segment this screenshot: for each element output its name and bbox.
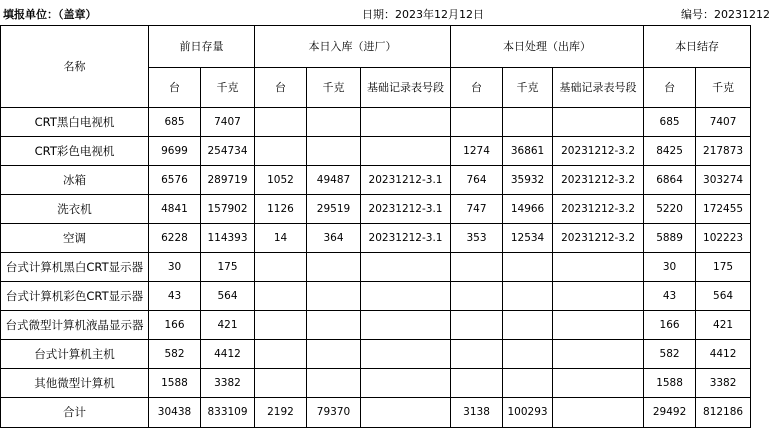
- balance-units-cell: 5220: [644, 195, 696, 224]
- out-units-cell: [451, 282, 503, 311]
- balance-kg-cell: 303274: [696, 166, 751, 195]
- out-units-header: 台: [451, 68, 503, 108]
- balance-units-cell: 8425: [644, 137, 696, 166]
- table-row: [1, 340, 751, 369]
- out-kg-cell: [503, 369, 553, 398]
- balance-kg-cell: 172455: [696, 195, 751, 224]
- item-name-cell: 合计: [1, 398, 149, 428]
- balance-units-cell: 29492: [644, 398, 696, 428]
- out-kg-cell: [503, 340, 553, 369]
- prev-kg-cell: 4412: [201, 340, 255, 369]
- balance-kg-cell: 102223: [696, 224, 751, 253]
- in-kg-cell: [307, 108, 361, 137]
- in-kg-cell: 29519: [307, 195, 361, 224]
- prev-units-cell: 4841: [149, 195, 201, 224]
- out-record-no-cell: [553, 398, 644, 428]
- out-record-no-cell: [553, 311, 644, 340]
- prev-kg-cell: 3382: [201, 369, 255, 398]
- balance-kg-cell: 564: [696, 282, 751, 311]
- in-record-no-cell: [361, 311, 451, 340]
- prev-units-cell: 582: [149, 340, 201, 369]
- balance-group-header: 本日结存: [644, 26, 751, 68]
- prev-kg-cell: 833109: [201, 398, 255, 428]
- in-record-no-cell: [361, 340, 451, 369]
- in-units-header: 台: [255, 68, 307, 108]
- balance-units-header: 台: [644, 68, 696, 108]
- report-date-label: 日期：2023年12月12日: [362, 8, 484, 21]
- prev-kg-cell: 114393: [201, 224, 255, 253]
- prev-units-cell: 1588: [149, 369, 201, 398]
- prev-kg-cell: 289719: [201, 166, 255, 195]
- prev-units-cell: 685: [149, 108, 201, 137]
- table-row: [1, 282, 751, 311]
- balance-kg-cell: 3382: [696, 369, 751, 398]
- in-kg-cell: [307, 311, 361, 340]
- out-kg-cell: 12534: [503, 224, 553, 253]
- in-kg-cell: [307, 340, 361, 369]
- balance-kg-cell: 4412: [696, 340, 751, 369]
- report-code-label: 编号：20231212: [681, 8, 770, 21]
- in-record-no-cell: [361, 253, 451, 282]
- prev-kg-cell: 7407: [201, 108, 255, 137]
- balance-units-cell: 582: [644, 340, 696, 369]
- out-kg-cell: 100293: [503, 398, 553, 428]
- reporting-unit-label: 填报单位：（盖章）: [3, 8, 97, 21]
- in-units-cell: 14: [255, 224, 307, 253]
- prev-units-cell: 9699: [149, 137, 201, 166]
- out-units-cell: 747: [451, 195, 503, 224]
- table-header-row-groups: [1, 26, 751, 68]
- in-record-no-cell: [361, 282, 451, 311]
- out-units-cell: 764: [451, 166, 503, 195]
- in-units-cell: [255, 137, 307, 166]
- balance-units-cell: 1588: [644, 369, 696, 398]
- item-name-cell: 台式计算机彩色CRT显示器: [1, 282, 149, 311]
- in-kg-cell: 49487: [307, 166, 361, 195]
- prev-kg-cell: 175: [201, 253, 255, 282]
- name-column-header: 名称: [1, 26, 149, 108]
- out-units-cell: [451, 253, 503, 282]
- prev-kg-cell: 564: [201, 282, 255, 311]
- table-row: [1, 311, 751, 340]
- processed-group-header: 本日处理（出库）: [451, 26, 644, 68]
- prev-units-cell: 43: [149, 282, 201, 311]
- prev-units-cell: 6576: [149, 166, 201, 195]
- in-kg-cell: [307, 253, 361, 282]
- out-kg-cell: 36861: [503, 137, 553, 166]
- out-units-cell: 1274: [451, 137, 503, 166]
- balance-kg-cell: 217873: [696, 137, 751, 166]
- out-kg-cell: [503, 253, 553, 282]
- out-units-cell: [451, 311, 503, 340]
- report-header-bar: [0, 0, 770, 25]
- in-kg-cell: [307, 369, 361, 398]
- item-name-cell: 冰箱: [1, 166, 149, 195]
- table-row: [1, 369, 751, 398]
- out-record-no-cell: [553, 340, 644, 369]
- balance-kg-cell: 175: [696, 253, 751, 282]
- out-record-no-cell: [553, 282, 644, 311]
- out-kg-cell: 35932: [503, 166, 553, 195]
- table-row: [1, 253, 751, 282]
- prev-kg-cell: 254734: [201, 137, 255, 166]
- balance-units-cell: 6864: [644, 166, 696, 195]
- prev-units-cell: 30: [149, 253, 201, 282]
- out-record-no-cell: [553, 369, 644, 398]
- out-record-no-cell: [553, 253, 644, 282]
- table-row: [1, 108, 751, 137]
- prev-kg-cell: 157902: [201, 195, 255, 224]
- inventory-report-table: [0, 25, 751, 428]
- balance-kg-cell: 7407: [696, 108, 751, 137]
- table-row: [1, 137, 751, 166]
- item-name-cell: 空调: [1, 224, 149, 253]
- in-record-no-cell: [361, 369, 451, 398]
- out-kg-header: 千克: [503, 68, 553, 108]
- item-name-cell: 其他微型计算机: [1, 369, 149, 398]
- balance-units-cell: 30: [644, 253, 696, 282]
- table-row: [1, 195, 751, 224]
- in-kg-cell: [307, 137, 361, 166]
- in-units-cell: [255, 340, 307, 369]
- in-record-no-cell: 20231212-3.1: [361, 166, 451, 195]
- balance-kg-cell: 421: [696, 311, 751, 340]
- balance-kg-cell: 812186: [696, 398, 751, 428]
- prev-stock-group-header: 前日存量: [149, 26, 255, 68]
- item-name-cell: 洗衣机: [1, 195, 149, 224]
- total-row: [1, 398, 751, 428]
- prev-units-header: 台: [149, 68, 201, 108]
- out-record-no-cell: 20231212-3.2: [553, 195, 644, 224]
- in-units-cell: [255, 282, 307, 311]
- table-row: [1, 224, 751, 253]
- in-units-cell: 2192: [255, 398, 307, 428]
- balance-units-cell: 5889: [644, 224, 696, 253]
- out-kg-cell: [503, 108, 553, 137]
- out-record-no-cell: 20231212-3.2: [553, 224, 644, 253]
- prev-kg-header: 千克: [201, 68, 255, 108]
- out-kg-cell: [503, 282, 553, 311]
- in-kg-cell: 364: [307, 224, 361, 253]
- in-units-cell: [255, 108, 307, 137]
- prev-units-cell: 6228: [149, 224, 201, 253]
- in-units-cell: [255, 311, 307, 340]
- in-kg-cell: 79370: [307, 398, 361, 428]
- in-record-no-cell: 20231212-3.1: [361, 195, 451, 224]
- in-record-no-header: 基础记录表号段: [361, 68, 451, 108]
- balance-units-cell: 685: [644, 108, 696, 137]
- prev-kg-cell: 421: [201, 311, 255, 340]
- prev-units-cell: 166: [149, 311, 201, 340]
- in-record-no-cell: 20231212-3.1: [361, 224, 451, 253]
- in-kg-cell: [307, 282, 361, 311]
- in-record-no-cell: [361, 398, 451, 428]
- out-units-cell: 3138: [451, 398, 503, 428]
- out-record-no-cell: 20231212-3.2: [553, 137, 644, 166]
- item-name-cell: CRT黑白电视机: [1, 108, 149, 137]
- balance-units-cell: 166: [644, 311, 696, 340]
- prev-units-cell: 30438: [149, 398, 201, 428]
- out-kg-cell: [503, 311, 553, 340]
- item-name-cell: 台式计算机主机: [1, 340, 149, 369]
- in-units-cell: 1052: [255, 166, 307, 195]
- balance-units-cell: 43: [644, 282, 696, 311]
- in-units-cell: [255, 369, 307, 398]
- out-units-cell: 353: [451, 224, 503, 253]
- out-record-no-cell: 20231212-3.2: [553, 166, 644, 195]
- in-record-no-cell: [361, 108, 451, 137]
- out-units-cell: [451, 369, 503, 398]
- out-kg-cell: 14966: [503, 195, 553, 224]
- item-name-cell: 台式微型计算机液晶显示器: [1, 311, 149, 340]
- item-name-cell: CRT彩色电视机: [1, 137, 149, 166]
- out-record-no-header: 基础记录表号段: [553, 68, 644, 108]
- in-record-no-cell: [361, 137, 451, 166]
- out-units-cell: [451, 340, 503, 369]
- inbound-group-header: 本日入库（进厂）: [255, 26, 451, 68]
- out-record-no-cell: [553, 108, 644, 137]
- balance-kg-header: 千克: [696, 68, 751, 108]
- in-units-cell: [255, 253, 307, 282]
- out-units-cell: [451, 108, 503, 137]
- table-row: [1, 166, 751, 195]
- in-units-cell: 1126: [255, 195, 307, 224]
- item-name-cell: 台式计算机黑白CRT显示器: [1, 253, 149, 282]
- in-kg-header: 千克: [307, 68, 361, 108]
